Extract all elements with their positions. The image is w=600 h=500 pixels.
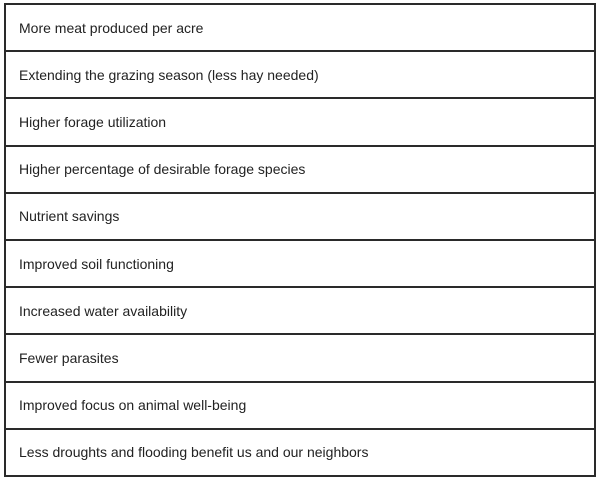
benefits-table — [4, 3, 596, 477]
table-cell: Less droughts and flooding benefit us and our neighbors — [5, 429, 595, 476]
table-row — [5, 4, 595, 51]
table-row — [5, 334, 595, 381]
table-row — [5, 98, 595, 145]
table-cell: Nutrient savings — [5, 193, 595, 240]
table-cell: Increased water availability — [5, 287, 595, 334]
table-cell: More meat produced per acre — [5, 4, 595, 51]
table-cell: Higher percentage of desirable forage species — [5, 146, 595, 193]
table-row — [5, 146, 595, 193]
table-row — [5, 193, 595, 240]
table-cell: Extending the grazing season (less hay needed) — [5, 51, 595, 98]
table-row — [5, 382, 595, 429]
table-row — [5, 240, 595, 287]
table-row — [5, 287, 595, 334]
table-row — [5, 51, 595, 98]
table-cell: Fewer parasites — [5, 334, 595, 381]
table-cell: Higher forage utilization — [5, 98, 595, 145]
table-cell: Improved focus on animal well-being — [5, 382, 595, 429]
table-cell: Improved soil functioning — [5, 240, 595, 287]
table-row — [5, 429, 595, 476]
